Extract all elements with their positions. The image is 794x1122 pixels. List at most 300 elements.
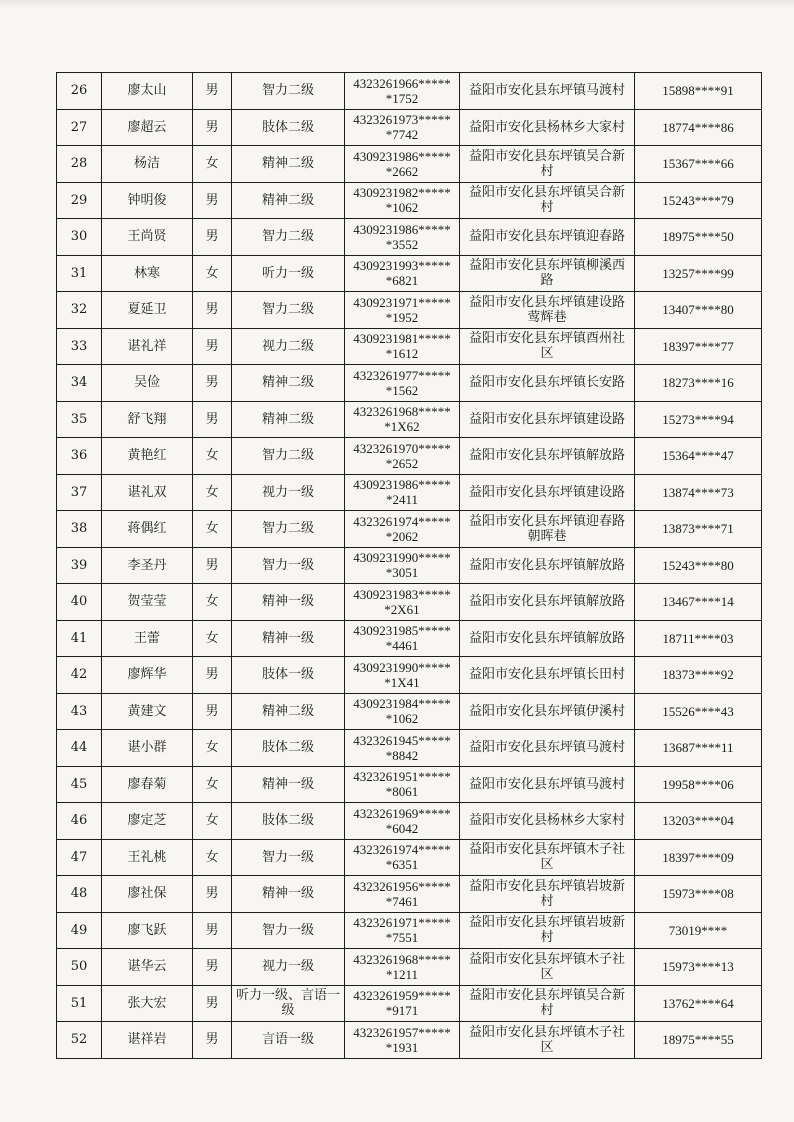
id-number <box>345 328 460 365</box>
id-number-head: 4323261969***** <box>353 805 451 821</box>
table-row <box>57 219 762 256</box>
table-row <box>57 693 762 730</box>
id-number-head: 4309231981***** <box>353 331 451 347</box>
table-row <box>57 766 762 803</box>
table-row <box>57 511 762 548</box>
phone-number: 13873****71 <box>635 511 762 548</box>
table-row <box>57 292 762 329</box>
gender: 男 <box>193 401 232 438</box>
table-row <box>57 182 762 219</box>
address <box>460 547 635 584</box>
table-row <box>57 255 762 292</box>
disability-level: 智力二级 <box>232 292 345 329</box>
phone-number: 15243****79 <box>635 182 762 219</box>
id-number-tail: *2411 <box>385 492 419 508</box>
person-name: 廖超云 <box>102 109 193 146</box>
address <box>460 401 635 438</box>
gender: 女 <box>193 766 232 803</box>
address-text: 益阳市安化县东坪镇木子社区 <box>468 951 625 982</box>
gender: 女 <box>193 584 232 621</box>
person-name: 杨洁 <box>102 146 193 183</box>
row-number: 46 <box>57 803 102 840</box>
id-number <box>345 766 460 803</box>
person-name: 廖辉华 <box>102 657 193 694</box>
address-text: 益阳市安化县东坪镇解放路 <box>468 557 625 573</box>
row-number: 30 <box>57 219 102 256</box>
address-text: 益阳市安化县东坪镇柳溪西路 <box>468 258 625 289</box>
row-number: 27 <box>57 109 102 146</box>
id-number-head: 4323261966***** <box>353 75 451 91</box>
table-row <box>57 365 762 402</box>
gender: 男 <box>193 985 232 1022</box>
id-number-tail: *1211 <box>385 966 419 982</box>
id-number-tail: *8842 <box>385 747 419 763</box>
id-number <box>345 438 460 475</box>
id-number-head: 4323261974***** <box>353 513 451 529</box>
table-row <box>57 657 762 694</box>
person-name: 吴俭 <box>102 365 193 402</box>
address <box>460 328 635 365</box>
address <box>460 730 635 767</box>
id-number-head: 4309231990***** <box>353 550 451 566</box>
table-row <box>57 803 762 840</box>
id-number <box>345 109 460 146</box>
person-name: 钟明俊 <box>102 182 193 219</box>
phone-number: 15898****91 <box>635 73 762 110</box>
person-name: 王尚贤 <box>102 219 193 256</box>
scan-edge <box>0 0 794 8</box>
address <box>460 693 635 730</box>
person-name: 王礼桃 <box>102 839 193 876</box>
id-number <box>345 693 460 730</box>
id-number <box>345 803 460 840</box>
id-number-tail: *1752 <box>385 90 419 106</box>
disability-level: 肢体二级 <box>232 803 345 840</box>
phone-number: 18975****55 <box>635 1022 762 1059</box>
phone-number: 18975****50 <box>635 219 762 256</box>
address <box>460 438 635 475</box>
gender: 女 <box>193 839 232 876</box>
address-text: 益阳市安化县东坪镇迎春路朝晖巷 <box>468 513 625 544</box>
gender: 男 <box>193 693 232 730</box>
id-number-head: 4309231993***** <box>353 258 451 274</box>
gender: 男 <box>193 949 232 986</box>
id-number <box>345 146 460 183</box>
table-row <box>57 328 762 365</box>
person-name: 舒飞翔 <box>102 401 193 438</box>
address-text: 益阳市安化县东坪镇木子社区 <box>468 1024 625 1055</box>
id-number <box>345 876 460 913</box>
id-number-head: 4323261945***** <box>353 732 451 748</box>
address-text: 益阳市安化县东坪镇吴合新村 <box>468 148 625 179</box>
row-number: 32 <box>57 292 102 329</box>
id-number-tail: *2652 <box>385 455 419 471</box>
id-number-tail: *2062 <box>385 528 419 544</box>
id-number-tail: *1X41 <box>384 674 420 690</box>
gender: 女 <box>193 803 232 840</box>
address-text: 益阳市安化县东坪镇岩坡新村 <box>468 915 625 946</box>
address <box>460 255 635 292</box>
id-number <box>345 1022 460 1059</box>
row-number: 29 <box>57 182 102 219</box>
id-number <box>345 511 460 548</box>
phone-number: 15526****43 <box>635 693 762 730</box>
phone-number: 15273****94 <box>635 401 762 438</box>
id-number <box>345 401 460 438</box>
gender: 女 <box>193 620 232 657</box>
id-number-tail: *1612 <box>385 346 419 362</box>
address-text: 益阳市安化县东坪镇建设路 <box>468 484 625 500</box>
phone-number: 15973****13 <box>635 949 762 986</box>
id-number-tail: *1931 <box>385 1039 419 1055</box>
row-number: 40 <box>57 584 102 621</box>
disability-level: 精神二级 <box>232 365 345 402</box>
address <box>460 912 635 949</box>
table-row <box>57 109 762 146</box>
phone-number: 15973****08 <box>635 876 762 913</box>
person-name: 林寒 <box>102 255 193 292</box>
address-text: 益阳市安化县东坪镇马渡村 <box>468 83 625 99</box>
id-number-head: 4309231986***** <box>353 221 451 237</box>
disability-level: 精神二级 <box>232 401 345 438</box>
id-number <box>345 292 460 329</box>
person-name: 廖定芝 <box>102 803 193 840</box>
table-row <box>57 620 762 657</box>
disability-level: 智力一级 <box>232 547 345 584</box>
person-name: 谌祥岩 <box>102 1022 193 1059</box>
gender: 女 <box>193 255 232 292</box>
address <box>460 766 635 803</box>
row-number: 36 <box>57 438 102 475</box>
id-number <box>345 730 460 767</box>
id-number-head: 4323261974***** <box>353 842 451 858</box>
row-number: 44 <box>57 730 102 767</box>
address-text: 益阳市安化县东坪镇长田村 <box>468 667 625 683</box>
person-name: 廖飞跃 <box>102 912 193 949</box>
address-text: 益阳市安化县东坪镇迎春路 <box>468 229 625 245</box>
disability-level: 精神一级 <box>232 620 345 657</box>
id-number-tail: *1X62 <box>384 419 420 435</box>
person-name: 蒋偶红 <box>102 511 193 548</box>
address-text: 益阳市安化县东坪镇解放路 <box>468 448 625 464</box>
gender: 男 <box>193 73 232 110</box>
id-number-head: 4323261968***** <box>353 404 451 420</box>
table-row <box>57 438 762 475</box>
disability-level: 言语一级 <box>232 1022 345 1059</box>
address-text: 益阳市安化县东坪镇岩坡新村 <box>468 878 625 909</box>
id-number-tail: *6351 <box>385 857 419 873</box>
id-number-head: 4323261970***** <box>353 440 451 456</box>
address <box>460 876 635 913</box>
id-number-head: 4323261957***** <box>353 1024 451 1040</box>
address-text: 益阳市安化县东坪镇解放路 <box>468 594 625 610</box>
id-number <box>345 547 460 584</box>
address <box>460 1022 635 1059</box>
phone-number: 15243****80 <box>635 547 762 584</box>
address-text: 益阳市安化县东坪镇酉州社区 <box>468 331 625 362</box>
address-text: 益阳市安化县东坪镇伊溪村 <box>468 703 625 719</box>
id-number <box>345 73 460 110</box>
id-number-head: 4323261959***** <box>353 988 451 1004</box>
id-number-head: 4323261973***** <box>353 112 451 128</box>
phone-number: 18711****03 <box>635 620 762 657</box>
person-name: 夏延卫 <box>102 292 193 329</box>
disability-level: 智力一级 <box>232 839 345 876</box>
gender: 男 <box>193 876 232 913</box>
gender: 女 <box>193 474 232 511</box>
row-number: 47 <box>57 839 102 876</box>
gender: 男 <box>193 547 232 584</box>
address <box>460 949 635 986</box>
id-number-head: 4323261971***** <box>353 915 451 931</box>
address <box>460 182 635 219</box>
id-number <box>345 219 460 256</box>
gender: 女 <box>193 146 232 183</box>
table-row <box>57 73 762 110</box>
phone-number: 13203****04 <box>635 803 762 840</box>
table-row <box>57 949 762 986</box>
person-name: 廖春菊 <box>102 766 193 803</box>
row-number: 43 <box>57 693 102 730</box>
id-number-head: 4309231984***** <box>353 696 451 712</box>
roster-body <box>57 73 762 1059</box>
id-number-head: 4309231983***** <box>353 586 451 602</box>
address <box>460 219 635 256</box>
disability-level: 精神二级 <box>232 693 345 730</box>
table-row <box>57 730 762 767</box>
address <box>460 839 635 876</box>
gender: 女 <box>193 730 232 767</box>
table-row <box>57 584 762 621</box>
id-number <box>345 839 460 876</box>
person-name: 廖太山 <box>102 73 193 110</box>
row-number: 39 <box>57 547 102 584</box>
phone-number: 18397****09 <box>635 839 762 876</box>
id-number <box>345 949 460 986</box>
row-number: 34 <box>57 365 102 402</box>
id-number <box>345 474 460 511</box>
address <box>460 511 635 548</box>
table-row <box>57 876 762 913</box>
phone-number: 13762****64 <box>635 985 762 1022</box>
disability-level: 精神一级 <box>232 766 345 803</box>
row-number: 26 <box>57 73 102 110</box>
person-name: 黄艳红 <box>102 438 193 475</box>
person-name: 王蕾 <box>102 620 193 657</box>
disability-level: 肢体一级 <box>232 657 345 694</box>
row-number: 38 <box>57 511 102 548</box>
id-number-head: 4309231982***** <box>353 185 451 201</box>
disability-level: 精神二级 <box>232 146 345 183</box>
id-number-head: 4309231971***** <box>353 294 451 310</box>
disability-level: 精神一级 <box>232 876 345 913</box>
id-number-head: 4323261968***** <box>353 951 451 967</box>
person-name: 贺莹莹 <box>102 584 193 621</box>
person-name: 谌礼双 <box>102 474 193 511</box>
id-number-tail: *7551 <box>385 930 419 946</box>
row-number: 41 <box>57 620 102 657</box>
phone-number: 19958****06 <box>635 766 762 803</box>
id-number-tail: *8061 <box>385 784 419 800</box>
address-text: 益阳市安化县东坪镇吴合新村 <box>468 988 625 1019</box>
disability-level: 视力二级 <box>232 328 345 365</box>
person-name: 黄建文 <box>102 693 193 730</box>
phone-number: 73019**** <box>635 912 762 949</box>
phone-number: 13257****99 <box>635 255 762 292</box>
address-text: 益阳市安化县东坪镇建设路 <box>468 411 625 427</box>
person-name: 李圣丹 <box>102 547 193 584</box>
gender: 男 <box>193 912 232 949</box>
disability-level: 精神二级 <box>232 182 345 219</box>
address <box>460 365 635 402</box>
address-text: 益阳市安化县东坪镇马渡村 <box>468 776 625 792</box>
address <box>460 985 635 1022</box>
address <box>460 292 635 329</box>
person-name: 谌华云 <box>102 949 193 986</box>
gender: 男 <box>193 365 232 402</box>
gender: 女 <box>193 511 232 548</box>
phone-number: 15364****47 <box>635 438 762 475</box>
id-number <box>345 182 460 219</box>
disability-level: 智力二级 <box>232 73 345 110</box>
id-number-tail: *3552 <box>385 236 419 252</box>
gender: 男 <box>193 328 232 365</box>
id-number-head: 4323261977***** <box>353 367 451 383</box>
table-row <box>57 1022 762 1059</box>
address-text: 益阳市安化县东坪镇建设路莺辉巷 <box>468 294 625 325</box>
id-number-tail: *7461 <box>385 893 419 909</box>
phone-number: 18774****86 <box>635 109 762 146</box>
address-text: 益阳市安化县东坪镇马渡村 <box>468 740 625 756</box>
phone-number: 15367****66 <box>635 146 762 183</box>
id-number-tail: *3051 <box>385 565 419 581</box>
table-row <box>57 474 762 511</box>
id-number-head: 4323261956***** <box>353 878 451 894</box>
id-number-head: 4309231985***** <box>353 623 451 639</box>
disability-level: 智力一级 <box>232 912 345 949</box>
table-row <box>57 985 762 1022</box>
id-number <box>345 620 460 657</box>
id-number <box>345 584 460 621</box>
table-row <box>57 839 762 876</box>
disability-level: 智力二级 <box>232 438 345 475</box>
address-text: 益阳市安化县东坪镇木子社区 <box>468 842 625 873</box>
person-name: 谌礼祥 <box>102 328 193 365</box>
address-text: 益阳市安化县东坪镇长安路 <box>468 375 625 391</box>
phone-number: 18373****92 <box>635 657 762 694</box>
disability-level: 视力一级 <box>232 949 345 986</box>
disability-level: 智力二级 <box>232 511 345 548</box>
phone-number: 18397****77 <box>635 328 762 365</box>
id-number-tail: *1062 <box>385 711 419 727</box>
id-number-tail: *1952 <box>385 309 419 325</box>
phone-number: 13467****14 <box>635 584 762 621</box>
row-number: 28 <box>57 146 102 183</box>
phone-number: 13687****11 <box>635 730 762 767</box>
phone-number: 13407****80 <box>635 292 762 329</box>
row-number: 50 <box>57 949 102 986</box>
address <box>460 584 635 621</box>
disability-level: 肢体二级 <box>232 730 345 767</box>
address <box>460 803 635 840</box>
id-number-tail: *2X61 <box>384 601 420 617</box>
id-number-tail: *1562 <box>385 382 419 398</box>
gender: 男 <box>193 292 232 329</box>
address-text: 益阳市安化县杨林乡大家村 <box>468 813 625 829</box>
row-number: 48 <box>57 876 102 913</box>
address-text: 益阳市安化县杨林乡大家村 <box>468 119 625 135</box>
address <box>460 657 635 694</box>
id-number <box>345 365 460 402</box>
gender: 男 <box>193 1022 232 1059</box>
id-number-head: 4309231986***** <box>353 148 451 164</box>
phone-number: 13874****73 <box>635 474 762 511</box>
person-name: 谌小群 <box>102 730 193 767</box>
id-number <box>345 912 460 949</box>
address <box>460 73 635 110</box>
id-number-head: 4309231990***** <box>353 659 451 675</box>
id-number-head: 4309231986***** <box>353 477 451 493</box>
phone-number: 18273****16 <box>635 365 762 402</box>
address <box>460 474 635 511</box>
disability-level: 肢体二级 <box>232 109 345 146</box>
row-number: 51 <box>57 985 102 1022</box>
id-number-tail: *1062 <box>385 200 419 216</box>
gender: 女 <box>193 438 232 475</box>
gender: 男 <box>193 657 232 694</box>
address <box>460 146 635 183</box>
row-number: 37 <box>57 474 102 511</box>
address-text: 益阳市安化县东坪镇吴合新村 <box>468 185 625 216</box>
id-number-tail: *6042 <box>385 820 419 836</box>
row-number: 31 <box>57 255 102 292</box>
table-row <box>57 146 762 183</box>
table-row <box>57 547 762 584</box>
row-number: 33 <box>57 328 102 365</box>
gender: 男 <box>193 109 232 146</box>
address <box>460 620 635 657</box>
row-number: 35 <box>57 401 102 438</box>
id-number-tail: *6821 <box>385 273 419 289</box>
id-number-tail: *9171 <box>385 1003 419 1019</box>
disability-level: 听力一级 <box>232 255 345 292</box>
id-number <box>345 657 460 694</box>
person-name: 张大宏 <box>102 985 193 1022</box>
id-number <box>345 255 460 292</box>
row-number: 52 <box>57 1022 102 1059</box>
disability-level: 听力一级、言语一级 <box>232 985 345 1022</box>
id-number <box>345 985 460 1022</box>
address <box>460 109 635 146</box>
table-row <box>57 401 762 438</box>
gender: 男 <box>193 182 232 219</box>
row-number: 42 <box>57 657 102 694</box>
table-row <box>57 912 762 949</box>
disability-roster-table <box>56 72 762 1059</box>
disability-level: 视力一级 <box>232 474 345 511</box>
id-number-head: 4323261951***** <box>353 769 451 785</box>
disability-level: 精神一级 <box>232 584 345 621</box>
id-number-tail: *2662 <box>385 163 419 179</box>
row-number: 45 <box>57 766 102 803</box>
disability-level: 智力二级 <box>232 219 345 256</box>
row-number: 49 <box>57 912 102 949</box>
gender: 男 <box>193 219 232 256</box>
id-number-tail: *4461 <box>385 638 419 654</box>
id-number-tail: *7742 <box>385 127 419 143</box>
address-text: 益阳市安化县东坪镇解放路 <box>468 630 625 646</box>
person-name: 廖社保 <box>102 876 193 913</box>
